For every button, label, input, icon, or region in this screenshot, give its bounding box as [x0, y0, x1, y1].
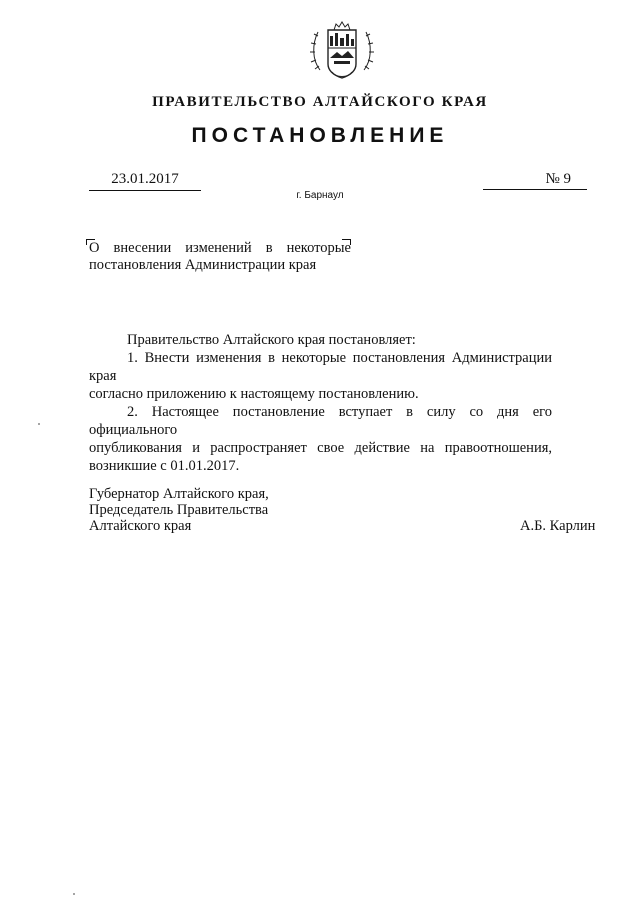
signatory-title-line: Губернатор Алтайского края,: [89, 486, 269, 502]
subject-word: О: [89, 240, 100, 256]
subject-line-1: [89, 240, 351, 257]
document-subject: [89, 240, 351, 274]
signatory-title-line: Алтайского края: [89, 518, 192, 534]
item-2-line: 2. Настоящее постановление вступает в силу со дня его официального: [89, 404, 552, 438]
signatory-title: [89, 486, 349, 534]
altai-krai-coat-of-arms-icon: [306, 14, 378, 86]
subject-word: в: [265, 240, 273, 256]
signatory-name: А.Б. Карлин: [520, 518, 596, 534]
scan-speck: [38, 423, 40, 425]
subject-word: изменений: [185, 240, 252, 256]
body-intro: Правительство Алтайского края постановляет:: [127, 332, 416, 348]
document-type-title: ПОСТАНОВЛЕНИЕ: [191, 124, 449, 147]
signatory-title-line: Председатель Правительства: [89, 502, 269, 518]
organization-title: ПРАВИТЕЛЬСТВО АЛТАЙСКОГО КРАЯ: [152, 94, 488, 110]
item-1-line: 1. Внести изменения в некоторые постановления Администрации края: [89, 350, 552, 384]
document-number: № 9: [483, 171, 587, 190]
document-city: г. Барнаул: [296, 190, 344, 201]
subject-line-2: постановления Администрации края: [89, 257, 317, 273]
subject-word: внесении: [113, 240, 172, 256]
scan-speck: [73, 893, 75, 895]
item-2-line: опубликования и распространяет свое действие на правоотношения,: [89, 440, 552, 456]
item-2-line: возникшие с 01.01.2017.: [89, 458, 240, 474]
document-body: [89, 331, 552, 475]
item-1-line: согласно приложению к настоящему постановлению.: [89, 386, 419, 402]
subject-word: некоторые: [286, 240, 351, 256]
document-date: 23.01.2017: [89, 171, 201, 191]
